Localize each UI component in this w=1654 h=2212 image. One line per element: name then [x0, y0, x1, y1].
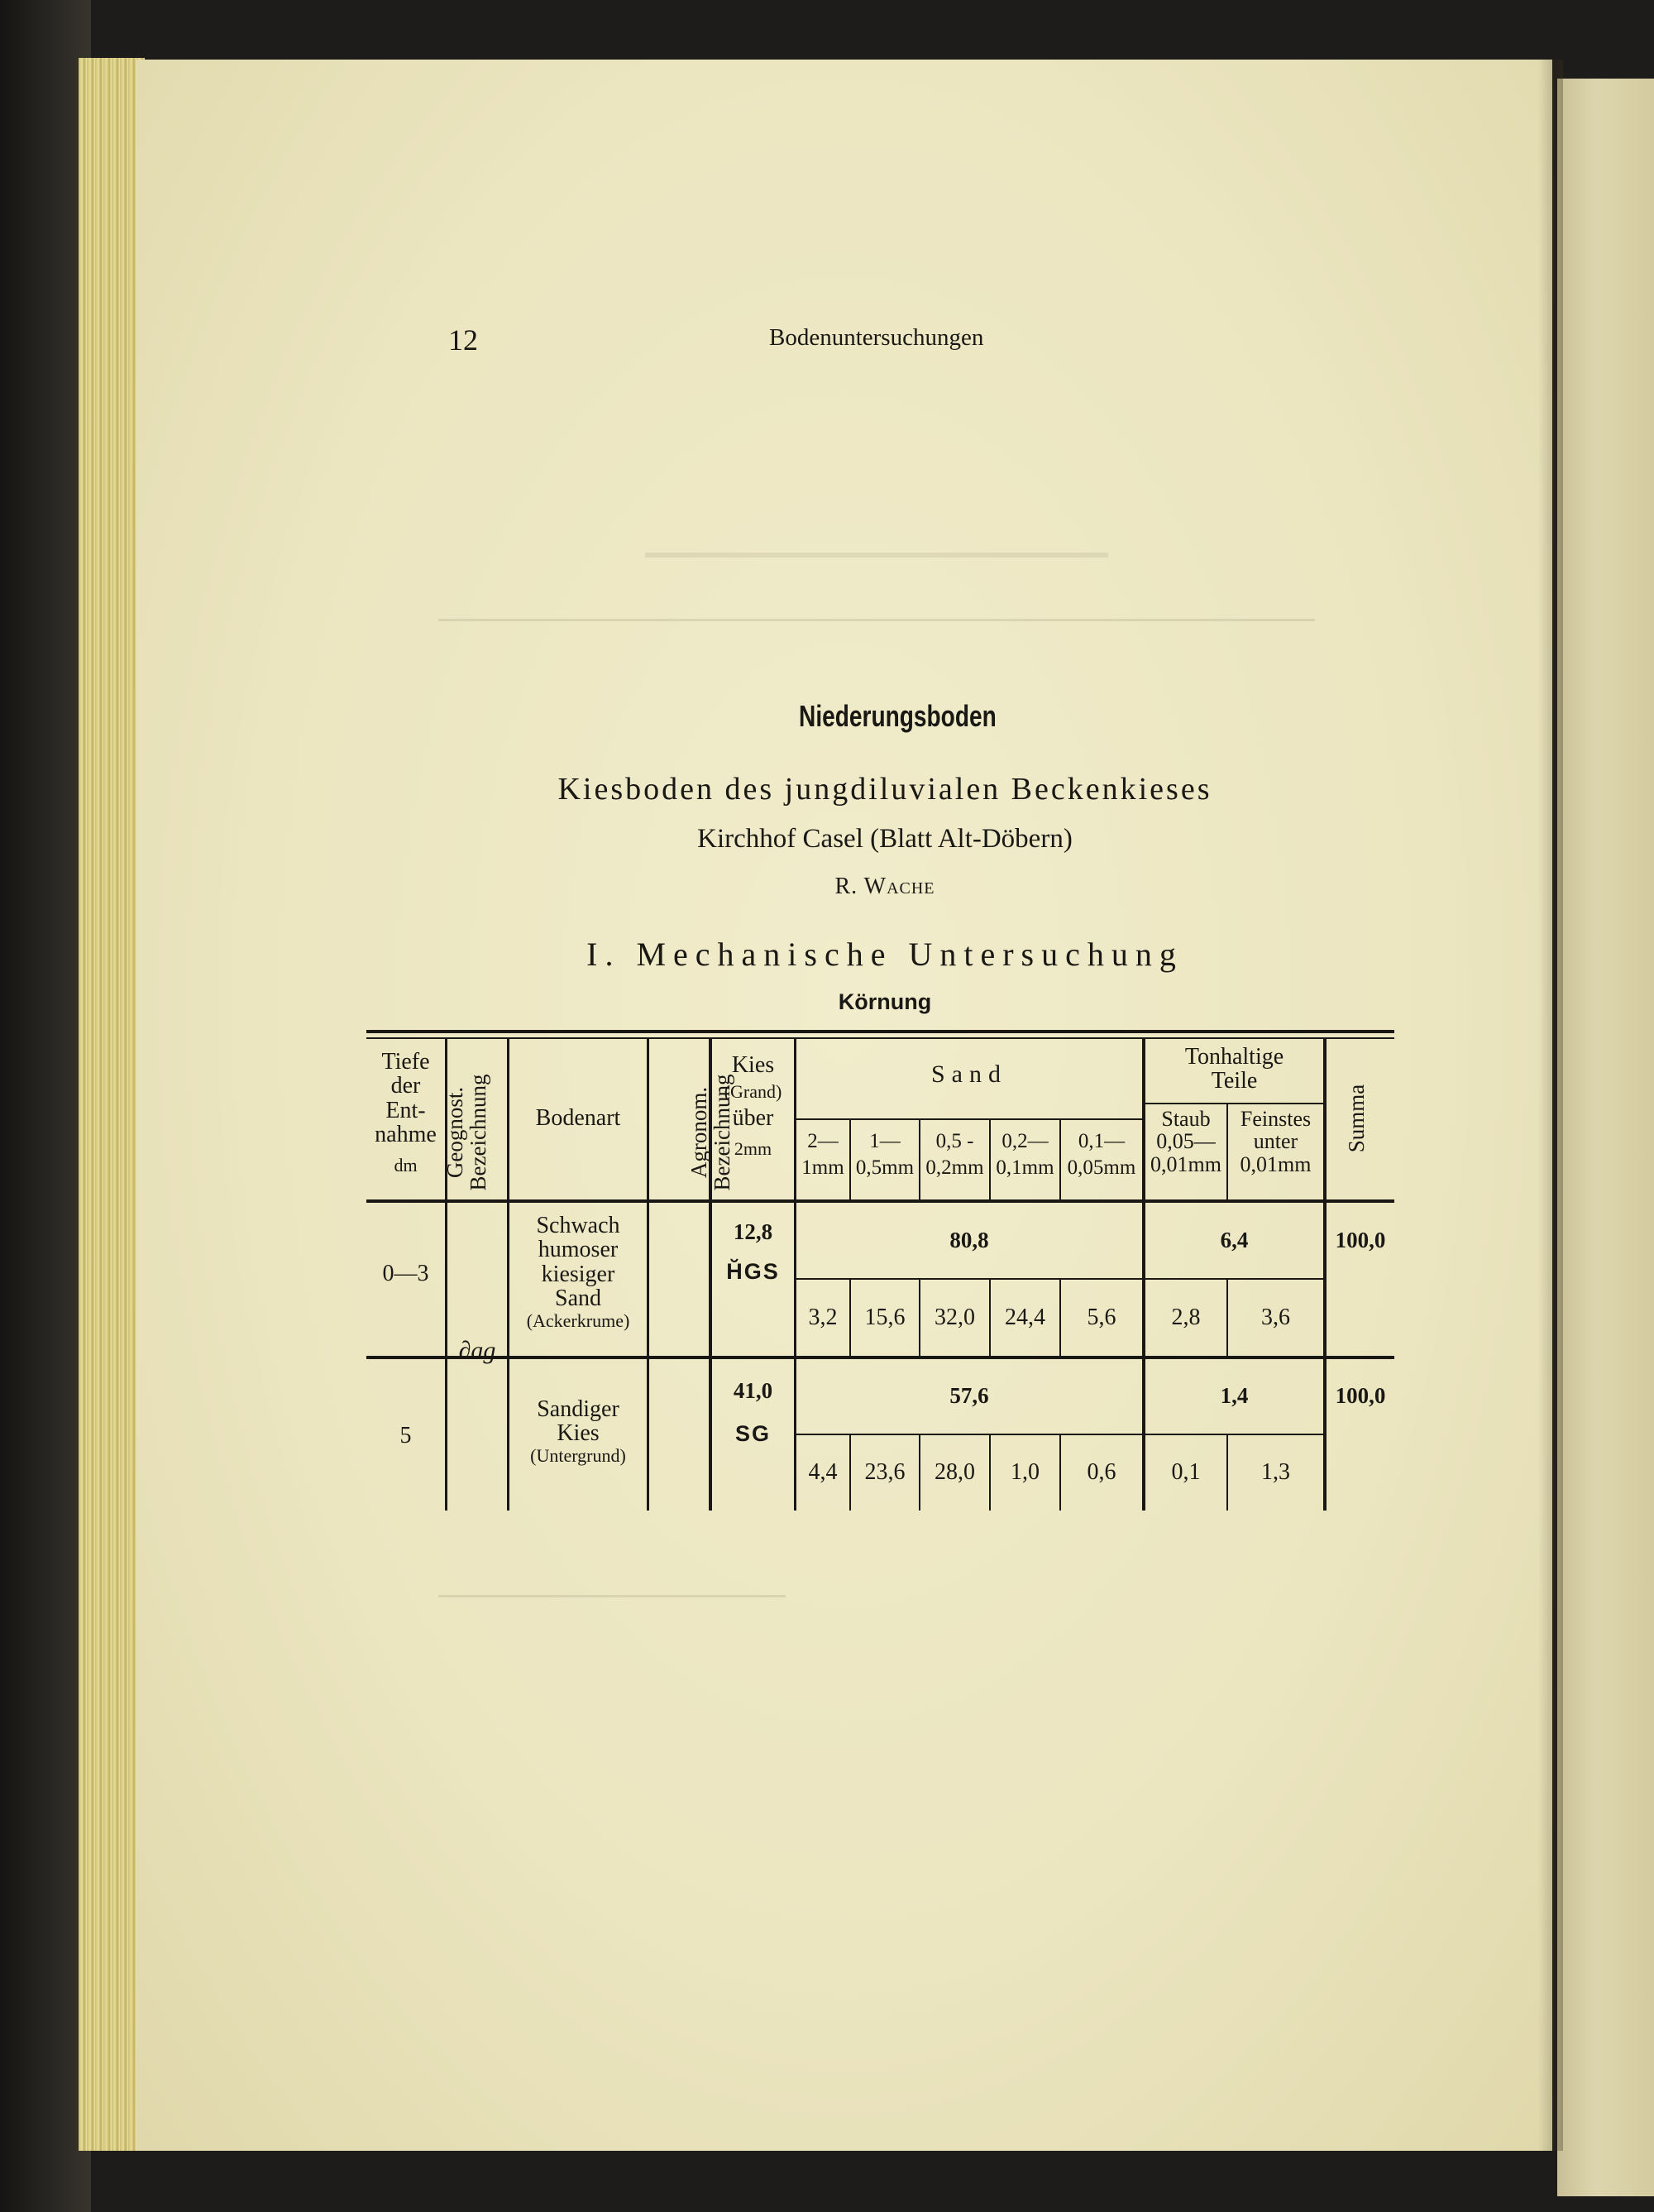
row2-tiefe: 5 [399, 1423, 412, 1448]
bodenart-line: humoser [538, 1237, 619, 1263]
row2-sand-value: 0,6 [1087, 1459, 1116, 1485]
fraction-top: 2— [807, 1130, 839, 1152]
bodenart-line: Schwach [536, 1213, 620, 1238]
location-line: Kirchhof Casel (Blatt Alt-Döbern) [697, 824, 1073, 854]
header-kies-unit: 2mm [734, 1137, 772, 1159]
row2-sand-value: 1,0 [1011, 1459, 1040, 1485]
row2-sand-value: 23,6 [864, 1459, 906, 1485]
header-geognost-line: Geognost. [442, 1086, 467, 1179]
soil-title: Kiesboden des jungdiluvialen Beckenkieses [557, 772, 1212, 807]
header-ton [1145, 1045, 1323, 1094]
fraction-bottom: 0,1mm [996, 1156, 1054, 1180]
gutter-shadow [1538, 60, 1563, 2151]
table-top-rule [366, 1030, 1394, 1033]
header-tiefe-line: Tiefe [381, 1049, 430, 1075]
sand-header-rule [796, 1118, 1142, 1120]
fraction-top: Staub [1161, 1107, 1211, 1131]
row2-summa: 100,0 [1335, 1383, 1386, 1408]
bleed-through-rule [438, 619, 1315, 621]
fraction-top: 0,1— [1078, 1130, 1126, 1152]
header-ton-line: Tonhaltige [1184, 1044, 1284, 1070]
row2-sand-total: 57,6 [949, 1383, 989, 1408]
ton-header-rule [1145, 1103, 1323, 1104]
header-geognost [443, 1054, 496, 1211]
bodenart-note: (Untergrund) [530, 1444, 626, 1466]
fraction-bottom: 0,01mm [1150, 1151, 1221, 1176]
header-agronom-line: Bezeichnung [710, 1074, 735, 1191]
fraction-top: 0,5 - [935, 1130, 974, 1152]
book-binding [0, 0, 91, 2212]
bodenart-line: Sandiger [537, 1396, 619, 1422]
header-sand-fraction [796, 1131, 849, 1180]
row2-agronom: SG [734, 1421, 771, 1446]
row2-bodenart [509, 1397, 647, 1465]
bodenart-line: kiesiger [541, 1261, 615, 1287]
fraction-top: 0,2— [1001, 1130, 1049, 1152]
row2-ton-total: 1,4 [1220, 1383, 1249, 1408]
header-kies-line: (Grand) [724, 1081, 782, 1103]
row2-sand-value: 4,4 [808, 1459, 838, 1485]
fraction-bottom: 0,01mm [1240, 1151, 1312, 1176]
fraction-bottom: 1mm [801, 1156, 844, 1180]
row1-kies: 12,8 [733, 1219, 773, 1244]
row1-sand-value: 32,0 [935, 1305, 975, 1330]
header-tiefe-line: nahme [375, 1122, 437, 1148]
fraction-mid: unter [1253, 1129, 1298, 1154]
row2-ton-value: 1,3 [1261, 1459, 1290, 1485]
table-caption: Körnung [838, 989, 932, 1014]
bodenart-line: Kies [557, 1420, 600, 1447]
row1-sand-value: 3,2 [808, 1305, 838, 1330]
row1-agronom: H̆GS [726, 1259, 780, 1284]
page-edges [79, 58, 145, 2151]
facing-page-edge [1557, 79, 1654, 2196]
col-rule [1323, 1039, 1327, 1511]
running-title: Bodenuntersuchungen [769, 324, 984, 351]
header-sand-fraction [920, 1131, 989, 1180]
analysis-section-title: I. Mechanische Untersuchung [586, 936, 1183, 973]
row1-ton-value: 2,8 [1171, 1305, 1201, 1330]
header-sand: Sand [931, 1061, 1007, 1088]
author-line: R. Wache [834, 874, 935, 899]
col-rule [647, 1039, 649, 1511]
header-tiefe-line: Ent- [385, 1097, 426, 1123]
row1-summa: 100,0 [1335, 1228, 1386, 1252]
header-agronom-line: Agronom. [686, 1086, 711, 1179]
header-tiefe-line: der [390, 1073, 421, 1099]
header-kies-line: über [732, 1105, 774, 1132]
header-ton-line: Teile [1211, 1068, 1258, 1094]
fraction-top: 1— [869, 1130, 901, 1152]
row1-sand-value: 15,6 [864, 1305, 906, 1330]
row2-kies: 41,0 [733, 1378, 773, 1403]
header-summa: Summa [1344, 1084, 1369, 1153]
header-kies [712, 1053, 794, 1158]
header-bodenart: Bodenart [535, 1105, 621, 1131]
header-bottom-rule [366, 1199, 1394, 1203]
row1-ton-value: 3,6 [1261, 1305, 1290, 1330]
header-kies-line: Kies [731, 1052, 775, 1078]
row1-ton-total: 6,4 [1220, 1228, 1249, 1252]
fraction-bottom: 0,05mm [1067, 1156, 1136, 1180]
header-tiefe [366, 1050, 445, 1175]
row2-ton-value: 0,1 [1171, 1459, 1201, 1485]
fraction-bottom: 0,2mm [925, 1156, 984, 1180]
fraction-top: Feinstes [1240, 1107, 1312, 1131]
header-ton-fraction [1228, 1108, 1323, 1175]
header-sand-fraction [851, 1131, 919, 1180]
geognost-value: ∂ag [458, 1337, 496, 1364]
row-separator [366, 1356, 1394, 1359]
bleed-through-texture [645, 519, 1108, 558]
col-rule [794, 1039, 796, 1511]
row1-tiefe: 0—3 [382, 1261, 429, 1286]
fraction-mid: 0,05— [1156, 1129, 1216, 1154]
header-sand-fraction [1061, 1131, 1142, 1180]
bodenart-line: Sand [555, 1286, 601, 1312]
page-number: 12 [448, 323, 478, 357]
row2-sand-value: 28,0 [935, 1459, 975, 1485]
row1-sand-total: 80,8 [949, 1228, 989, 1252]
header-sand-fraction [991, 1131, 1059, 1180]
header-ton-fraction [1145, 1108, 1226, 1175]
grain-size-table [366, 1030, 1394, 1514]
fraction-bottom: 0,5mm [855, 1156, 915, 1180]
table-top-rule-thin [366, 1037, 1394, 1039]
row1-bodenart [509, 1214, 647, 1330]
bleed-through-rule [438, 1595, 786, 1597]
row1-sand-value: 24,4 [1005, 1305, 1045, 1330]
header-geognost-line: Bezeichnung [466, 1074, 491, 1191]
header-tiefe-unit: dm [394, 1154, 418, 1175]
row1-sand-value: 5,6 [1087, 1305, 1116, 1330]
bodenart-note: (Ackerkrume) [526, 1309, 630, 1331]
section-heading: Niederungsboden [799, 699, 997, 733]
